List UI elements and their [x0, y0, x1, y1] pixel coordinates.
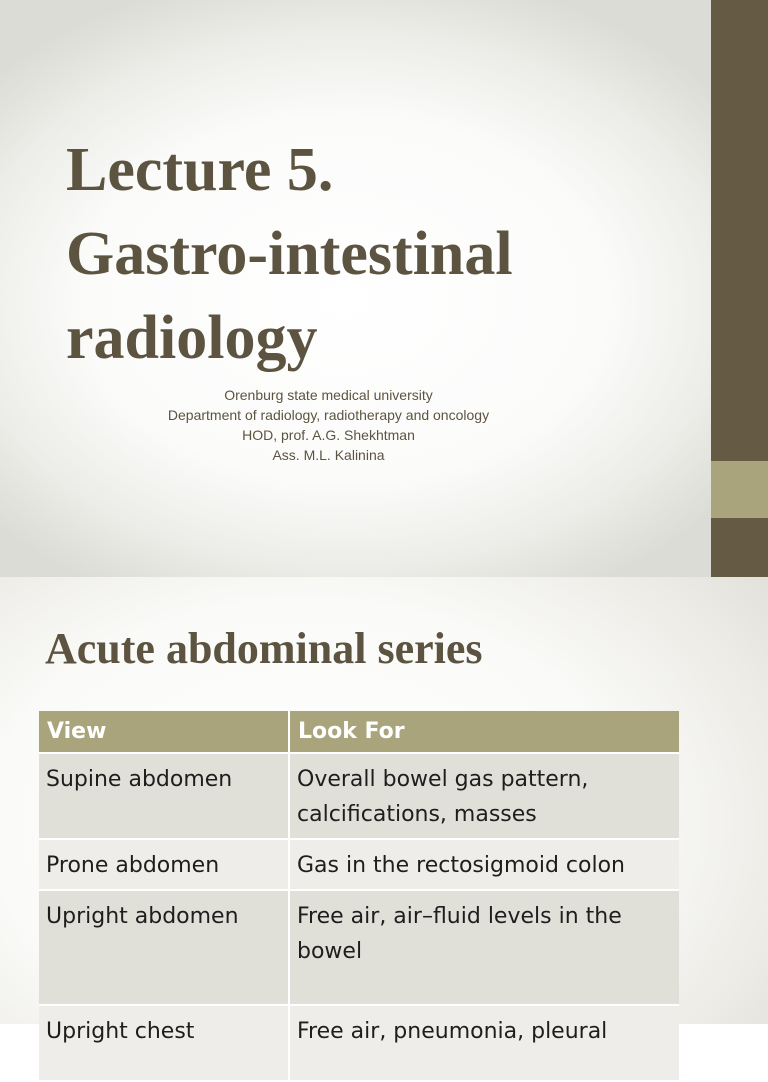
slide-heading: Acute abdominal series [45, 624, 483, 673]
title-line-3: radiology [66, 304, 318, 372]
department-name: Department of radiology, radiotherapy and oncology [167, 407, 490, 423]
content-slide [0, 577, 768, 1044]
view-cell: Upright abdomen [39, 891, 290, 1006]
view-cell: Upright chest [39, 1006, 290, 1082]
column-header-view: View [39, 711, 290, 754]
table-row [39, 1006, 679, 1082]
look-for-cell: Free air, pneumonia, pleural [290, 1006, 679, 1082]
view-cell: Supine abdomen [39, 754, 290, 840]
university-name: Orenburg state medical university [224, 387, 433, 403]
views-table [39, 711, 679, 1082]
title-line-2: Gastro-intestinal [66, 220, 513, 288]
head-of-department: HOD, prof. A.G. Shekhtman [242, 427, 415, 443]
look-for-cell: Free air, air–fluid levels in the bowel [290, 891, 679, 1006]
table-header-row [39, 711, 679, 754]
table-row [39, 754, 679, 840]
look-for-cell: Gas in the rectosigmoid colon [290, 840, 679, 891]
look-for-cell: Overall bowel gas pattern, calcifications, masses [290, 754, 679, 840]
lecture-title [66, 128, 686, 380]
title-line-1: Lecture 5. [66, 136, 334, 204]
assistant-name: Ass. M.L. Kalinina [272, 447, 385, 463]
table-row [39, 891, 679, 1006]
view-cell: Prone abdomen [39, 840, 290, 891]
column-header-look-for: Look For [290, 711, 679, 754]
table-row [39, 840, 679, 891]
sidebar-accent-block [711, 461, 768, 518]
lecture-subtitle [80, 385, 577, 465]
